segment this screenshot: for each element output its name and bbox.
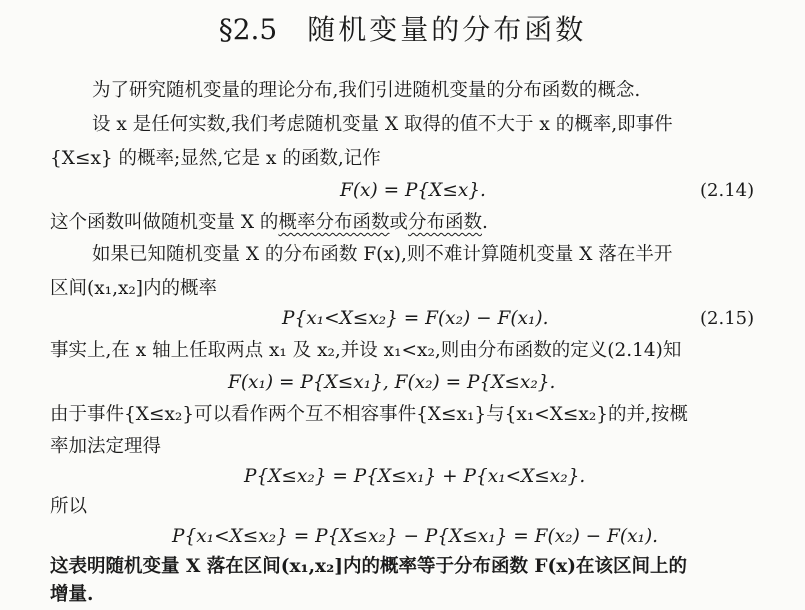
formula-2-14: F(x) = P{X≤x}. xyxy=(340,180,486,201)
term-connector: 或 xyxy=(389,212,408,233)
term-prefix: 这个函数叫做随机变量 X 的 xyxy=(50,212,279,233)
paragraph-definition-line2: {X≤x} 的概率;显然,它是 x 的函数,记作 xyxy=(50,148,381,169)
term-cdf-short: 分布函数 xyxy=(407,212,482,233)
formula-addition: P{X≤x₂} = P{X≤x₁} + P{x₁<X≤x₂}. xyxy=(244,466,586,487)
formula-result: P{x₁<X≤x₂} = P{X≤x₂} − P{X≤x₁} = F(x₂) − F(x₁). xyxy=(172,526,659,547)
section-heading xyxy=(0,10,805,50)
formula-f-values: F(x₁) = P{X≤x₁}, F(x₂) = P{X≤x₂}. xyxy=(228,372,556,393)
equation-number-2-14: (2.14) xyxy=(700,180,755,201)
paragraph-conclusion-line1: 这表明随机变量 X 落在区间(x₁,x₂]内的概率等于分布函数 F(x)在该区间上的 xyxy=(50,556,688,577)
term-end: . xyxy=(481,212,488,233)
paragraph-interval-line2: 区间(x₁,x₂]内的概率 xyxy=(50,278,218,299)
paragraph-union-line2: 率加法定理得 xyxy=(50,436,162,457)
section-number: §2.5 xyxy=(218,13,278,46)
term-cdf-full: 概率分布函数 xyxy=(278,212,390,233)
paragraph-conclusion-line2: 增量. xyxy=(50,584,94,605)
paragraph-union-line1: 由于事件{X≤x₂}可以看作两个互不相容事件{X≤x₁}与{x₁<X≤x₂}的并,按概 xyxy=(50,404,688,425)
paragraph-intro: 为了研究随机变量的理论分布,我们引进随机变量的分布函数的概念. xyxy=(92,80,641,101)
section-title: 随机变量的分布函数 xyxy=(307,13,587,46)
paragraph-interval-line1: 如果已知随机变量 X 的分布函数 F(x),则不难计算随机变量 X 落在半开 xyxy=(92,244,673,265)
paragraph-therefore: 所以 xyxy=(50,496,88,517)
paragraph-fact: 事实上,在 x 轴上任取两点 x₁ 及 x₂,并设 x₁<x₂,则由分布函数的定义(2.14)知 xyxy=(50,340,682,361)
formula-2-15: P{x₁<X≤x₂} = F(x₂) − F(x₁). xyxy=(282,308,549,329)
paragraph-definition-line1: 设 x 是任何实数,我们考虑随机变量 X 取得的值不大于 x 的概率,即事件 xyxy=(92,114,673,135)
equation-number-2-15: (2.15) xyxy=(700,308,755,329)
paragraph-term xyxy=(50,210,770,236)
